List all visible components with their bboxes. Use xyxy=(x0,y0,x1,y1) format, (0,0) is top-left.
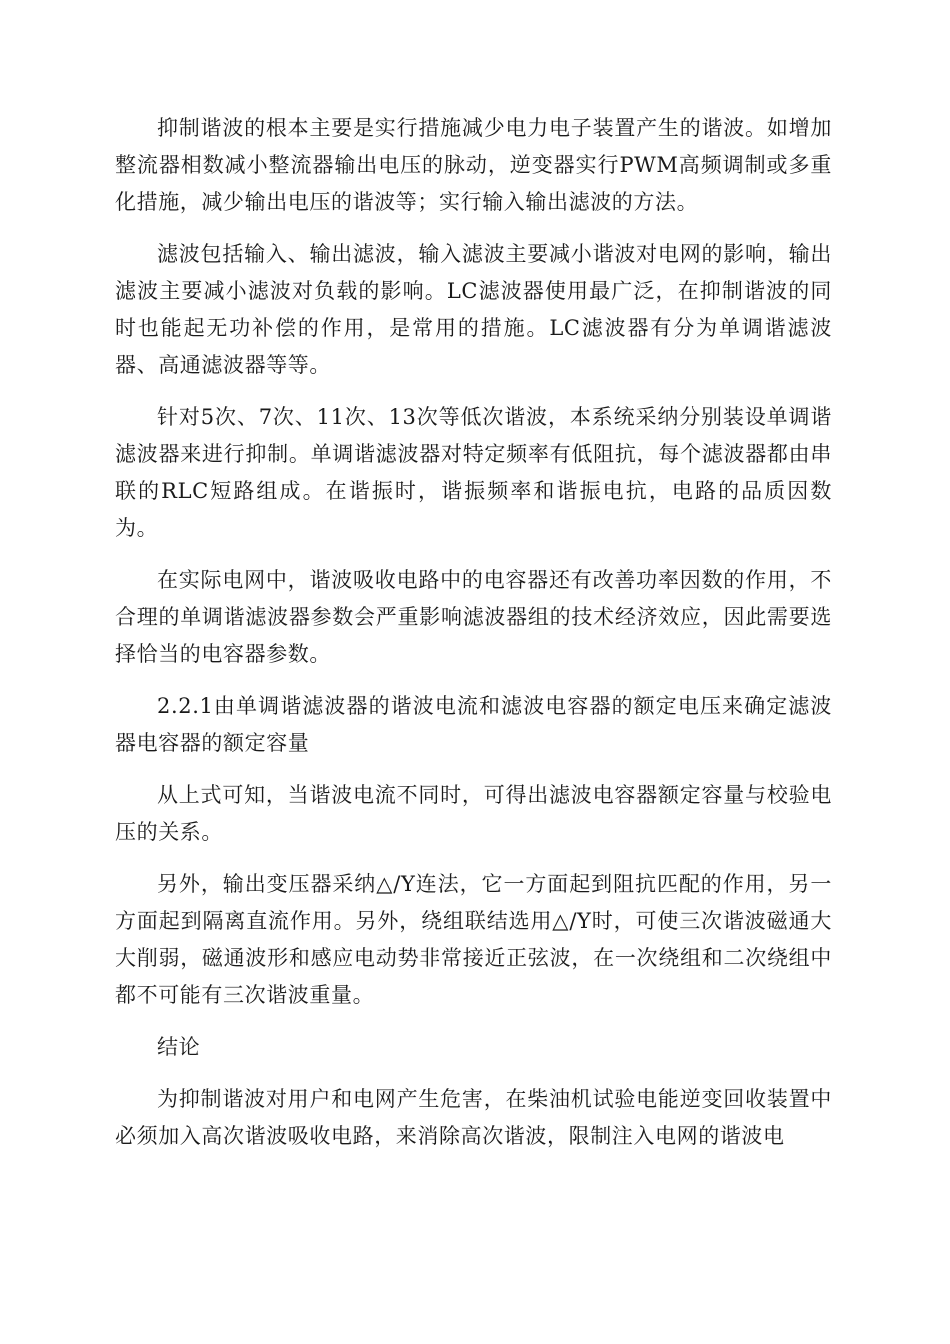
paragraph-single-tuned-filters: 针对5次、7次、11次、13次等低次谐波，本系统采纳分别装设单调谐滤波器来进行抑制。单调谐滤波器对特定频率有低阻抗，每个滤波器都由串联的RLC短路组成。在谐振时，谐振频率和谐振电抗，电路的品质因数为。 xyxy=(115,405,832,540)
paragraph-conclusion: 为抑制谐波对用户和电网产生危害，在柴油机试验电能逆变回收装置中必须加入高次谐波吸收电路，来消除高次谐波，限制注入电网的谐波电 xyxy=(115,1087,832,1148)
document-body xyxy=(115,110,832,1170)
section-heading-2-2-1: 2.2.1由单调谐滤波器的谐波电流和滤波电容器的额定电压来确定滤波器电容器的额定容量 xyxy=(115,694,832,755)
conclusion-heading: 结论 xyxy=(157,1035,201,1059)
paragraph-filter-types: 滤波包括输入、输出滤波，输入滤波主要减小谐波对电网的影响，输出滤波主要减小滤波对负载的影响。LC滤波器使用最广泛，在抑制谐波的同时也能起无功补偿的作用，是常用的措施。LC滤波器有分为单调谐滤波器、高通滤波器等等。 xyxy=(115,242,832,377)
paragraph-harmonic-suppression: 抑制谐波的根本主要是实行措施减少电力电子装置产生的谐波。如增加整流器相数减小整流器输出电压的脉动，逆变器实行PWM高频调制或多重化措施，减少输出电压的谐波等；实行输入输出滤波的方法。 xyxy=(115,116,832,214)
paragraph-transformer-connection: 另外，输出变压器采纳△/Y连法，它一方面起到阻抗匹配的作用，另一方面起到隔离直流作用。另外，绕组联结选用△/Y时，可使三次谐波磁通大大削弱，磁通波形和感应电动势非常接近正弦波，在一次绕组和二次绕组中都不可能有三次谐波重量。 xyxy=(115,872,832,1007)
paragraph-capacitor-parameters: 在实际电网中，谐波吸收电路中的电容器还有改善功率因数的作用，不合理的单调谐滤波器参数会严重影响滤波器组的技术经济效应，因此需要选择恰当的电容器参数。 xyxy=(115,568,832,666)
paragraph-capacitor-capacity: 从上式可知，当谐波电流不同时，可得出滤波电容器额定容量与校验电压的关系。 xyxy=(115,783,832,844)
